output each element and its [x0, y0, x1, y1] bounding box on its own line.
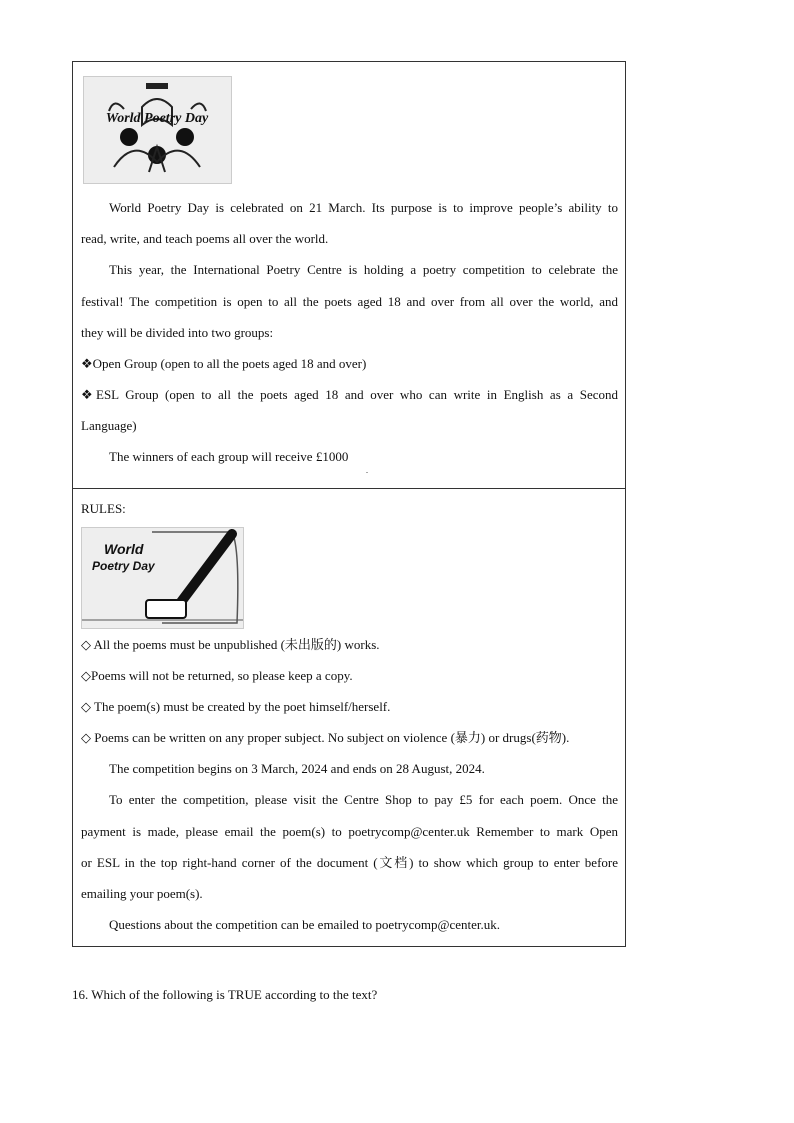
question-16: 16. Which of the following is TRUE according to the text? [72, 987, 378, 1002]
enter-line-2: payment is made, please email the poem(s) to poetrycomp@center.uk Remember to mark Open [81, 824, 618, 839]
enter-line-1: To enter the competition, please visit the Centre Shop to pay £5 for each poem. Once the [109, 792, 618, 807]
intro-box [72, 61, 626, 489]
world-poetry-day-logo [83, 76, 232, 184]
questions-line: Questions about the competition can be emailed to poetrycomp@center.uk. [109, 917, 501, 932]
enter-line-4: emailing your poem(s). [81, 886, 203, 901]
rules-box [72, 488, 626, 947]
intro-line-4: festival! The competition is open to all the poets aged 18 and over from all over the world, and [81, 294, 618, 309]
enter-line-3: or ESL in the top right-hand corner of the document (文档) to show which group to enter before [81, 855, 618, 870]
esl-group-item-line-2: Language) [81, 418, 137, 433]
rule-2: ◇Poems will not be returned, so please keep a copy. [81, 668, 353, 683]
rule-1: ◇ All the poems must be unpublished (未出版的) works. [81, 637, 380, 652]
dates-line: The competition begins on 3 March, 2024 and ends on 28 August, 2024. [109, 761, 485, 776]
esl-group-item-line-1: ❖ESL Group (open to all the poets aged 18 and over who can write in English as a Second [81, 387, 618, 402]
intro-line-1: World Poetry Day is celebrated on 21 March. Its purpose is to improve people’s ability to [109, 200, 618, 215]
intro-line-2: read, write, and teach poems all over the world. [81, 231, 329, 246]
svg-text:Poetry Day: Poetry Day [92, 559, 155, 573]
svg-text:World Poetry Day: World Poetry Day [105, 111, 209, 126]
rules-heading: RULES: [81, 501, 126, 516]
stray-dot: . [366, 466, 368, 475]
quill-logo [81, 527, 244, 629]
open-group-item: ❖Open Group (open to all the poets aged 18 and over) [81, 356, 367, 371]
svg-text:World: World [104, 541, 144, 557]
rule-3: ◇ The poem(s) must be created by the poet himself/herself. [81, 699, 391, 714]
poetry-book-icon [84, 77, 231, 183]
prize-line: The winners of each group will receive £1000 [109, 449, 349, 464]
intro-line-3: This year, the International Poetry Centre is holding a poetry competition to celebrate the [109, 262, 618, 277]
intro-line-5: they will be divided into two groups: [81, 325, 274, 340]
quill-ink-icon [82, 528, 243, 628]
rule-4: ◇ Poems can be written on any proper subject. No subject on violence (暴力) or drugs(药物). [81, 730, 570, 745]
